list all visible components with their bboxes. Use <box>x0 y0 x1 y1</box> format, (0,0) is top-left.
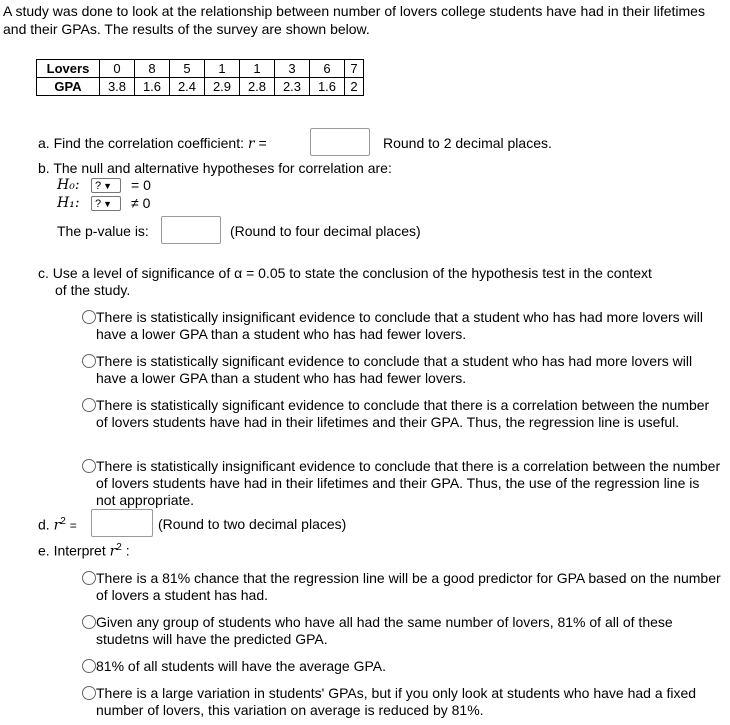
part-a-label <box>38 135 267 152</box>
option-text: There is statistically significant evidence to conclude that there is a correlation between the number of lovers students have had in their lifetimes and their GPA. Thus, the regression line is useful. <box>96 397 710 430</box>
part-a-hint: Round to 2 decimal places. <box>383 135 552 151</box>
h0-select-value: ? <box>95 180 102 192</box>
lovers-cell: 8 <box>135 60 170 78</box>
data-table <box>36 59 364 96</box>
intro-text: A study was done to look at the relationship between number of lovers college students have had in their lifetimes and their GPAs. The results of the survey are shown below. <box>3 3 705 37</box>
pvalue-input[interactable] <box>161 216 221 244</box>
option-text: 81% of all students will have the average GPA. <box>96 658 387 674</box>
h1-select[interactable] <box>91 196 121 211</box>
radio-button[interactable] <box>82 571 96 585</box>
radio-button[interactable] <box>82 686 96 700</box>
radio-button[interactable] <box>82 659 96 673</box>
part-e-option[interactable] <box>82 614 722 648</box>
part-c-option[interactable] <box>82 458 722 509</box>
part-a-prefix: a. Find the correlation coefficient: <box>38 135 244 151</box>
gpa-row <box>37 78 364 96</box>
part-d-label <box>38 516 77 534</box>
r-superscript: 2 <box>116 542 122 553</box>
lovers-cell: 7 <box>345 60 364 78</box>
option-text: There is statistically insignificant evidence to conclude that there is a correlation between the number of lovers students have had in their lifetimes and their GPA. Thus, the use of the regression line is not appropriate. <box>96 458 721 508</box>
part-c-option[interactable] <box>82 353 722 387</box>
radio-button[interactable] <box>82 310 96 324</box>
part-c-line2: of the study. <box>55 282 131 298</box>
lovers-cell: 1 <box>240 60 275 78</box>
equals-sign: = <box>258 135 267 151</box>
option-text: There is statistically insignificant evidence to conclude that a student who has had more lovers will have a lower GPA than a student who has had fewer lovers. <box>96 309 703 342</box>
h0-relation: = 0 <box>131 177 151 193</box>
gpa-cell: 1.6 <box>135 78 170 96</box>
lovers-header: Lovers <box>37 60 100 78</box>
r-squared-input[interactable] <box>91 509 153 537</box>
part-c-option[interactable] <box>82 309 722 343</box>
r-variable: r <box>53 517 61 534</box>
r-variable: r <box>247 136 255 152</box>
lovers-row <box>37 60 364 78</box>
gpa-cell: 2.8 <box>240 78 275 96</box>
lovers-cell: 5 <box>170 60 205 78</box>
part-e-prefix: e. Interpret <box>38 542 106 559</box>
gpa-cell: 1.6 <box>310 78 345 96</box>
part-b-text: b. The null and alternative hypotheses for correlation are: <box>38 160 392 176</box>
r-superscript: 2 <box>60 516 66 527</box>
chevron-down-icon: ▼ <box>103 199 113 209</box>
gpa-cell: 3.8 <box>100 78 135 96</box>
radio-button[interactable] <box>82 615 96 629</box>
lovers-cell: 6 <box>310 60 345 78</box>
radio-button[interactable] <box>82 459 96 473</box>
h1-relation: ≠ 0 <box>131 195 151 211</box>
option-text: There is a 81% chance that the regression line will be a good predictor for GPA based on the number of lovers a student has had. <box>96 570 721 603</box>
gpa-cell: 2 <box>345 78 364 96</box>
part-c-option[interactable] <box>82 397 722 431</box>
part-e-option[interactable] <box>82 658 722 675</box>
h1-select-value: ? <box>95 198 102 210</box>
part-e-suffix: : <box>125 542 130 559</box>
part-e-label <box>38 542 130 560</box>
part-d-prefix: d. <box>38 516 50 533</box>
part-e-option[interactable] <box>82 570 722 604</box>
h1-label: H₁: <box>57 195 80 211</box>
gpa-cell: 2.9 <box>205 78 240 96</box>
gpa-header: GPA <box>37 78 100 96</box>
option-text: There is statistically significant evidence to conclude that a student who has had more lovers will have a lower GPA than a student who has had fewer lovers. <box>96 353 693 386</box>
h0-label: H₀: <box>57 177 80 193</box>
part-d-hint: (Round to two decimal places) <box>158 516 347 532</box>
correlation-input[interactable] <box>310 128 370 156</box>
radio-button[interactable] <box>82 398 96 412</box>
part-c-text <box>38 265 718 299</box>
chevron-down-icon: ▼ <box>103 181 113 191</box>
option-text: Given any group of students who have all had the same number of lovers, 81% of all of these studetns will have the predicted GPA. <box>96 614 673 647</box>
gpa-cell: 2.3 <box>275 78 310 96</box>
equals-sign: = <box>69 518 77 533</box>
lovers-cell: 3 <box>275 60 310 78</box>
option-text: There is a large variation in students' GPAs, but if you only look at students who have had a fixed number of lovers, this variation on average is reduced by 81%. <box>96 685 697 718</box>
h0-select[interactable] <box>91 178 121 193</box>
pvalue-label: The p-value is: <box>57 223 149 239</box>
r-variable: r <box>109 543 117 560</box>
radio-button[interactable] <box>82 354 96 368</box>
lovers-cell: 0 <box>100 60 135 78</box>
part-e-option[interactable] <box>82 685 722 719</box>
part-c-line1: c. Use a level of significance of α = 0.05 to state the conclusion of the hypothesis test in the context <box>38 265 652 281</box>
lovers-cell: 1 <box>205 60 240 78</box>
pvalue-hint: (Round to four decimal places) <box>230 223 421 239</box>
gpa-cell: 2.4 <box>170 78 205 96</box>
